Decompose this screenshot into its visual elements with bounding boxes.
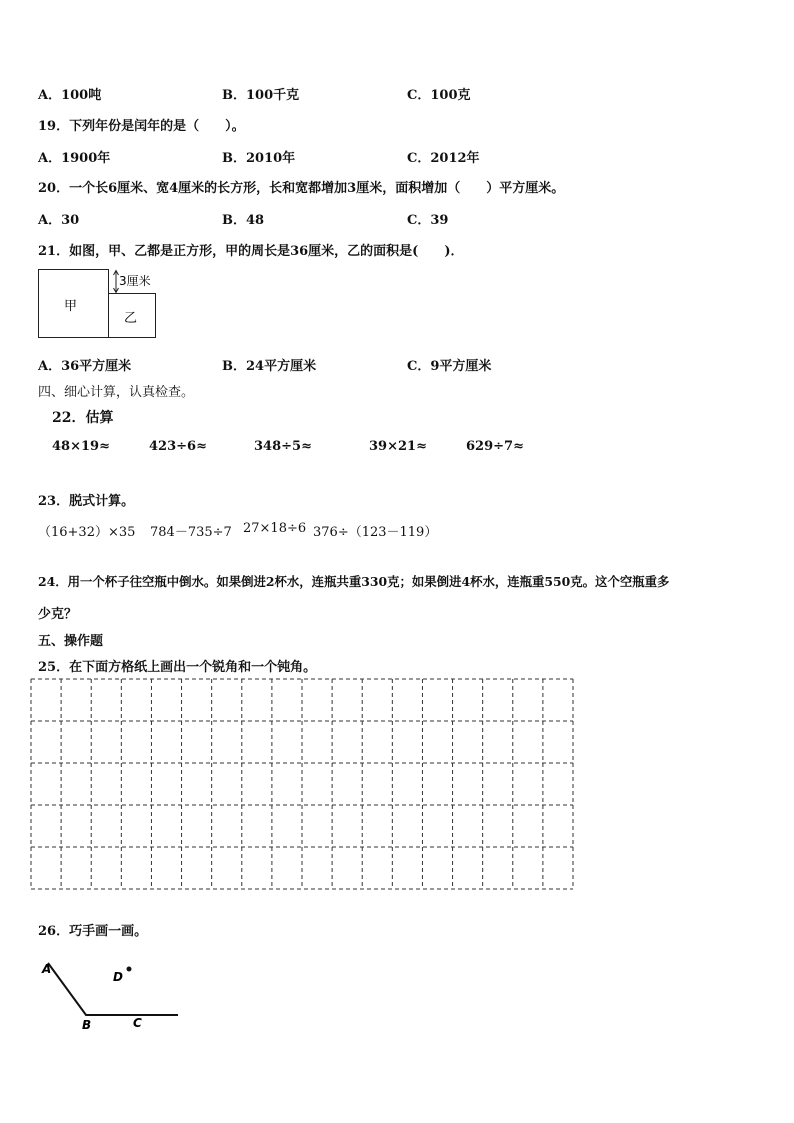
q19-option-b: B．2010年: [222, 151, 296, 166]
q23-item: 784－735÷7: [150, 525, 232, 540]
q21-label-dim: 3厘米: [119, 274, 151, 288]
q22-item: 39×21≈: [369, 439, 427, 454]
q21-option-c: C．9平方厘米: [407, 359, 492, 374]
q25-stem: 25．在下面方格纸上画出一个锐角和一个钝角。: [38, 660, 317, 675]
q24-line2: 少克？: [38, 607, 78, 622]
q23-item: 27×18÷6: [243, 521, 307, 536]
section-five-heading: 五、操作题: [38, 634, 104, 649]
label-c: C: [133, 1016, 142, 1030]
q18-option-a: A．100吨: [38, 88, 102, 103]
q19-option-a: A．1900年: [38, 151, 111, 166]
q21-option-b: B．24平方厘米: [222, 359, 317, 374]
q22-item: 629÷7≈: [466, 439, 524, 454]
point-d: [127, 967, 132, 972]
q26-stem: 26．巧手画一画。: [38, 924, 148, 939]
q23-stem: 23．脱式计算。: [38, 494, 135, 509]
q23-item: （16+32）×35: [38, 525, 136, 540]
q22-stem: 22．估算: [52, 410, 114, 426]
q19-option-c: C．2012年: [407, 151, 480, 166]
q18-option-b: B．100千克: [222, 88, 300, 103]
q19-stem: 19．下列年份是闰年的是（ ）。: [38, 119, 245, 134]
q21-figure: [36, 266, 162, 340]
label-b: B: [82, 1018, 92, 1032]
grid-paper[interactable]: [30, 678, 574, 890]
q22-item: 48×19≈: [52, 439, 110, 454]
section-four-heading: 四、细心计算，认真检查。: [38, 385, 195, 400]
q18-option-c: C．100克: [407, 88, 471, 103]
q26-angle-figure: [36, 955, 186, 1035]
q21-stem: 21．如图，甲、乙都是正方形，甲的周长是36厘米，乙的面积是( )．: [38, 244, 464, 259]
q20-option-c: C．39: [407, 213, 449, 228]
q21-option-a: A．36平方厘米: [38, 359, 132, 374]
q21-label-yi: 乙: [124, 311, 138, 326]
q20-option-b: B．48: [222, 213, 265, 228]
q22-item: 348÷5≈: [254, 439, 312, 454]
q20-option-a: A．30: [38, 213, 80, 228]
q23-item: 376÷（123－119）: [313, 525, 438, 540]
label-a: A: [42, 962, 52, 976]
q22-item: 423÷6≈: [149, 439, 207, 454]
label-d: D: [113, 970, 123, 984]
q24-line1: 24．用一个杯子往空瓶中倒水。如果倒进2杯水，连瓶共重330克；如果倒进4杯水，连瓶重550克。这个空瓶重多: [38, 574, 670, 589]
q20-stem: 20．一个长6厘米、宽4厘米的长方形，长和宽都增加3厘米，面积增加（ ）平方厘米。: [38, 181, 565, 196]
q21-label-jia: 甲: [64, 299, 78, 314]
